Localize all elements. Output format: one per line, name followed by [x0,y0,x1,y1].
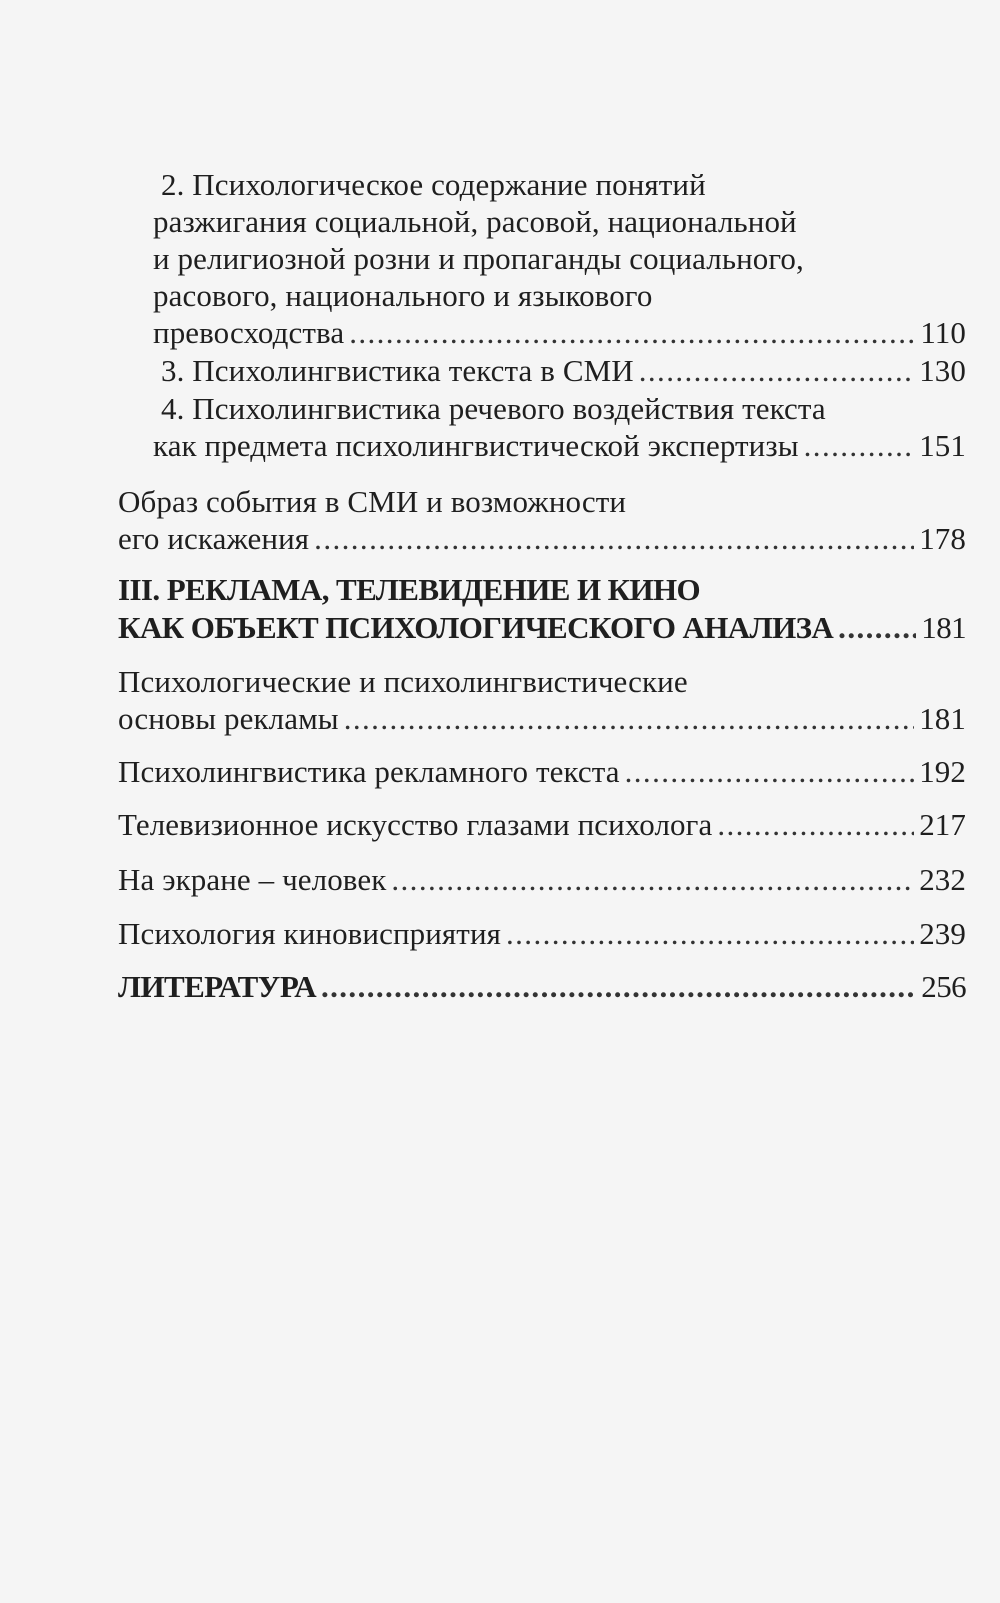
toc-ad-basics-line-1: Психологические и психолингвистические [118,664,688,699]
toc-cinema-title: Психология киновисприятия [118,916,501,951]
dot-leader [838,610,916,646]
toc-item-2-line-4: расового, национального и языкового [153,278,653,313]
page-number: 239 [919,916,966,951]
dot-leader [314,521,914,557]
toc-ad-basics[interactable] [118,701,966,737]
dot-leader [804,428,915,464]
dot-leader [349,315,915,351]
toc-event-image-line-2: его искажения [118,521,310,556]
page-number: 217 [919,807,966,842]
toc-item-2-line-3: и религиозной розни и пропаганды социального, [153,241,804,276]
toc-tv-art[interactable] [118,807,966,843]
dot-leader [506,916,914,952]
dot-leader [344,701,914,737]
page-number: 181 [919,701,966,736]
dot-leader [639,353,914,389]
toc-ad-text[interactable] [118,754,966,790]
toc-section-3[interactable] [118,610,966,646]
page-number: 181 [921,610,966,645]
toc-item-3-title: 3. Психолингвистика текста в СМИ [161,353,634,388]
toc-item-4-line-1: 4. Психолингвистика речевого воздействия текста [161,391,826,426]
toc-ad-basics-line-2: основы рекламы [118,701,339,736]
toc-item-2-line-1: 2. Психологическое содержание понятий [161,167,706,202]
toc-on-screen-title: На экране – человек [118,862,387,897]
page-number: 110 [920,315,966,350]
toc-section-3-line-1: III. РЕКЛАМА, ТЕЛЕВИДЕНИЕ И КИНО [118,572,701,607]
toc-section-3-line-2: КАК ОБЪЕКТ ПСИХОЛОГИЧЕСКОГО АНАЛИЗА [118,610,834,645]
dot-leader [625,754,915,790]
toc-item-2[interactable] [153,315,966,351]
toc-literature[interactable] [118,969,966,1005]
toc-item-4[interactable] [153,428,966,464]
dot-leader [321,969,916,1005]
toc-ad-text-title: Психолингвистика рекламного текста [118,754,620,789]
toc-on-screen[interactable] [118,862,966,898]
toc-literature-title: ЛИТЕРАТУРА [118,969,316,1004]
toc-item-3[interactable] [161,353,966,389]
page-number: 192 [919,754,966,789]
dot-leader [717,807,914,843]
toc-tv-art-title: Телевизионное искусство глазами психолога [118,807,713,842]
toc-item-2-line-5: превосходства [153,315,345,350]
page-number: 130 [919,353,966,388]
toc-event-image-line-1: Образ события в СМИ и возможности [118,484,627,519]
page-number: 256 [921,969,966,1004]
toc-event-image[interactable] [118,521,966,557]
dot-leader [391,862,914,898]
toc-item-4-line-2: как предмета психолингвистической экспертизы [153,428,799,463]
page-number: 232 [919,862,966,897]
page-number: 178 [919,521,966,556]
toc-cinema[interactable] [118,916,966,952]
page-number: 151 [919,428,966,463]
toc-item-2-line-2: разжигания социальной, расовой, национальной [153,204,797,239]
